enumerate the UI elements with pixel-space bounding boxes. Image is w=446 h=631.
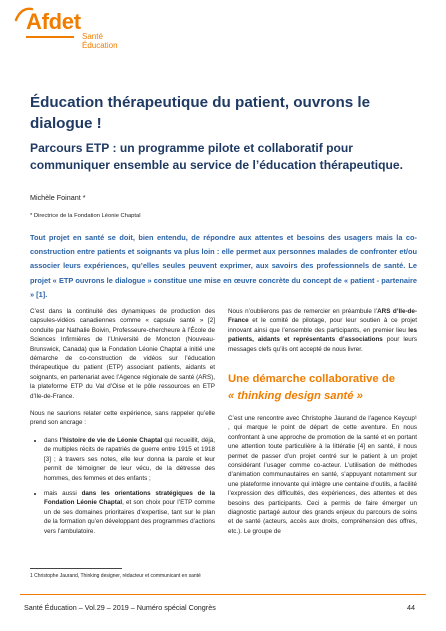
author-affiliation: * Directrice de la Fondation Léonie Chaptal: [30, 213, 141, 219]
logo-underline: [26, 36, 74, 38]
page-number: 44: [407, 603, 415, 612]
footer-divider: [20, 594, 426, 595]
footnote-divider: [30, 568, 122, 569]
list-item: [44, 489, 215, 536]
footer-journal: Santé Éducation – Vol.29 – 2019 – Numéro spécial Congrès: [24, 603, 216, 612]
list-item-text: qui recueillit, déjà, de multiples récits de rapatriés de guerre entre 1915 et 1918 [3] ; à travers ses notes, elle leur donna la parole et leur permit de témoigner de leur vécu, de la détresse des hommes, des femmes et des enfants ;: [44, 436, 216, 482]
list-item-text: mais aussi: [44, 489, 82, 497]
paragraph-text: et le comité de pilotage, pour leur soutien à ce projet innovant ainsi que l’ensemble des participants, en premier lieu: [228, 317, 417, 334]
paragraph-bold: les patients, aidants et représentants d’associations: [228, 326, 417, 344]
left-paragraph-2: Nous ne saurions relater cette expérience, sans rappeler qu’elle prend son ancrage :: [30, 410, 215, 427]
intro-text-1: Tout projet en santé se doit, bien entendu, de répondre aux attentes et besoins des usagers mais la co-construction entre patients et soignants va plus loin : elle permet aux personnes malades de confronter et/ou associer leurs expériences, qu’elles seules peuvent exprimer, aux savoirs des professionnels de santé.: [30, 233, 417, 271]
logo-subtitle: Santé Éducation: [82, 32, 118, 50]
left-paragraph-1: C’est dans la continuité des dynamiques de production des capsules-vidéos canadiennes comme « capsule santé » [2] conduite par Nathalie Boivin, Professeure-chercheure à l’École de Sciences Infirmières de l’Université de Moncton (Nouveau-Brunswick, Canada) que la Fondation Léonie Chaptal a initié une démarche de co-construction de vidéos sur l’éducation thérapeutique du patient (ETP) associant patients, aidants et soignants, en partenariat avec l’Agence régionale de santé (ARS), la plateforme ETP du Val d’Oise et le pôle ressources en ETP d’Ile-de-France.: [30, 308, 215, 400]
author: Michèle Foinant *: [30, 193, 86, 202]
section-heading-line-2: « thinking design santé »: [228, 390, 363, 402]
logo-text: Afdet: [26, 9, 81, 34]
paragraph-text: pour leurs messages clefs qu’ils ont accepté de nous livrer.: [228, 336, 417, 353]
article-title: Éducation thérapeutique du patient, ouvrons le dialogue !: [30, 94, 371, 132]
section-heading: [228, 371, 418, 405]
right-paragraph-1: [228, 307, 417, 354]
intro-paragraph: [30, 231, 417, 302]
right-paragraph-2: C’est une rencontre avec Christophe Jaurand de l’agence Keycup¹ , qui marque le point de départ de cette aventure. En nous confrontant à une approche de promotion de la santé et en portant une attention toute particulière à la littératie [4] en santé, il nous permet de passer d’un projet centré sur le patient à un projet considérant l’usager comme co-acteur. L’utilisation de méthodes d’animation communautaires en santé, s’appuyant notamment sur une plateforme innovante qui intègre une centaine d’outils, a facilité l’expression des difficultés, des expériences, des attentes et des besoins des participants. Ceci a permis de faire émerger un diagnostic partagé autour des grands enjeux du parcours de soins et de santé (acteurs, accès aux droits, compréhension des offres, etc.). Le groupe de: [228, 415, 417, 535]
section-heading-line-1: Une démarche collaborative de: [228, 373, 396, 385]
list-item-text: , et son choix pour l’ETP comme un de ses domaines prioritaires d’expertise, tant sur le plan de la formation qu’en développant des programmes d’actions vers l’ambulatoire.: [44, 499, 216, 535]
list-item: [44, 436, 215, 483]
right-column-top: [228, 307, 417, 362]
paragraph-bold: ARS d’Ile-de-France: [228, 308, 417, 325]
intro-text-2: Le projet « ETP ouvrons le dialogue » constitue une mise en œuvre concrète du concept de « patient - partenaire » [1].: [30, 261, 417, 299]
paragraph-text: Nous n’oublierons pas de remercier en préambule l’: [228, 308, 378, 315]
anchor-list: [30, 436, 215, 536]
list-item-text: dans: [44, 436, 60, 444]
list-item-bold: dans les orientations stratégiques de la Fondation Léonie Chaptal: [44, 489, 215, 507]
logo: [12, 6, 122, 50]
article-subtitle: Parcours ETP : un programme pilote et collaboratif pour communiquer ensemble au service de l’éducation thérapeutique.: [30, 141, 403, 172]
right-column-bottom: [228, 414, 417, 544]
footnote: 1 Christophe Jaurand, Thinking designer, rédacteur et communicant en santé: [30, 573, 201, 579]
list-item-bold: l’histoire de vie de Léonie Chaptal: [59, 436, 163, 444]
left-column: [30, 307, 215, 542]
